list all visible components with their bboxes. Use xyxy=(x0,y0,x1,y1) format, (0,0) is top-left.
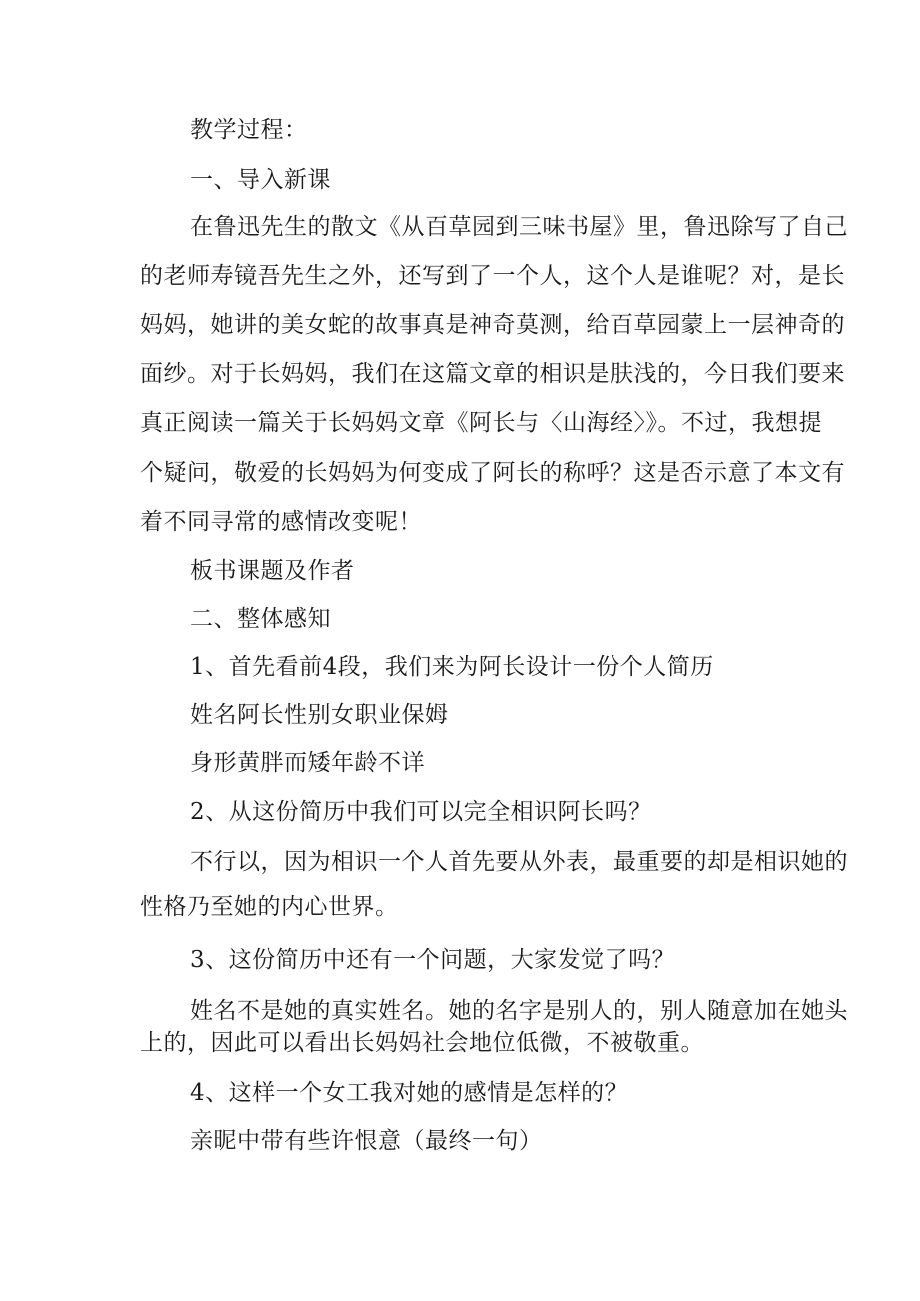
resume-line-1: 姓名阿长性别女职业保姆 xyxy=(190,702,449,728)
intro-paragraph-line-3: 妈妈，她讲的美女蛇的故事真是神奇莫测，给百草园蒙上一层神奇的 xyxy=(140,312,845,338)
answer-2-line-2: 性格乃至她的内心世界。 xyxy=(140,894,399,920)
section-title-intro: 一、导入新课 xyxy=(190,167,331,193)
question-1: 1、首先看前4段，我们来为阿长设计一份个人简历 xyxy=(190,654,714,680)
answer-3-line-2: 上的，因此可以看出长妈妈社会地位低微，不被敬重。 xyxy=(140,1030,704,1056)
intro-paragraph-line-2: 的老师寿镜吾先生之外，还写到了一个人，这个人是谁呢？对，是长 xyxy=(140,263,845,289)
resume-line-2: 身形黄胖而矮年龄不详 xyxy=(190,750,425,776)
question-3: 3、这份简历中还有一个问题，大家发觉了吗？ xyxy=(190,947,676,973)
answer-4: 亲昵中带有些许恨意（最终一句） xyxy=(190,1128,543,1154)
intro-paragraph-line-1: 在鲁迅先生的散文《从百草园到三味书屋》里，鲁迅除写了自己 xyxy=(190,214,848,240)
intro-paragraph-line-5: 真正阅读一篇关于长妈妈文章《阿长与〈山海经〉》。不过，我想提 xyxy=(140,410,822,436)
board-note: 板书课题及作者 xyxy=(190,558,355,584)
answer-2-line-1: 不行以，因为相识一个人首先要从外表，最重要的却是相识她的 xyxy=(190,849,848,875)
intro-paragraph-line-7: 着不同寻常的感情改变呢！ xyxy=(140,509,422,535)
intro-paragraph-line-4: 面纱。对于长妈妈，我们在这篇文章的相识是肤浅的，今日我们要来 xyxy=(140,361,845,387)
intro-paragraph-line-6: 个疑问，敬爱的长妈妈为何变成了阿长的称呼？这是否示意了本文有 xyxy=(140,460,845,486)
heading-teaching-process: 教学过程： xyxy=(190,117,308,143)
answer-3-line-1: 姓名不是她的真实姓名。她的名字是别人的，别人随意加在她头 xyxy=(190,998,848,1024)
question-4: 4、这样一个女工我对她的感情是怎样的？ xyxy=(190,1080,629,1106)
section-title-overall: 二、整体感知 xyxy=(190,606,331,632)
question-2: 2、从这份简历中我们可以完全相识阿长吗？ xyxy=(190,799,652,825)
